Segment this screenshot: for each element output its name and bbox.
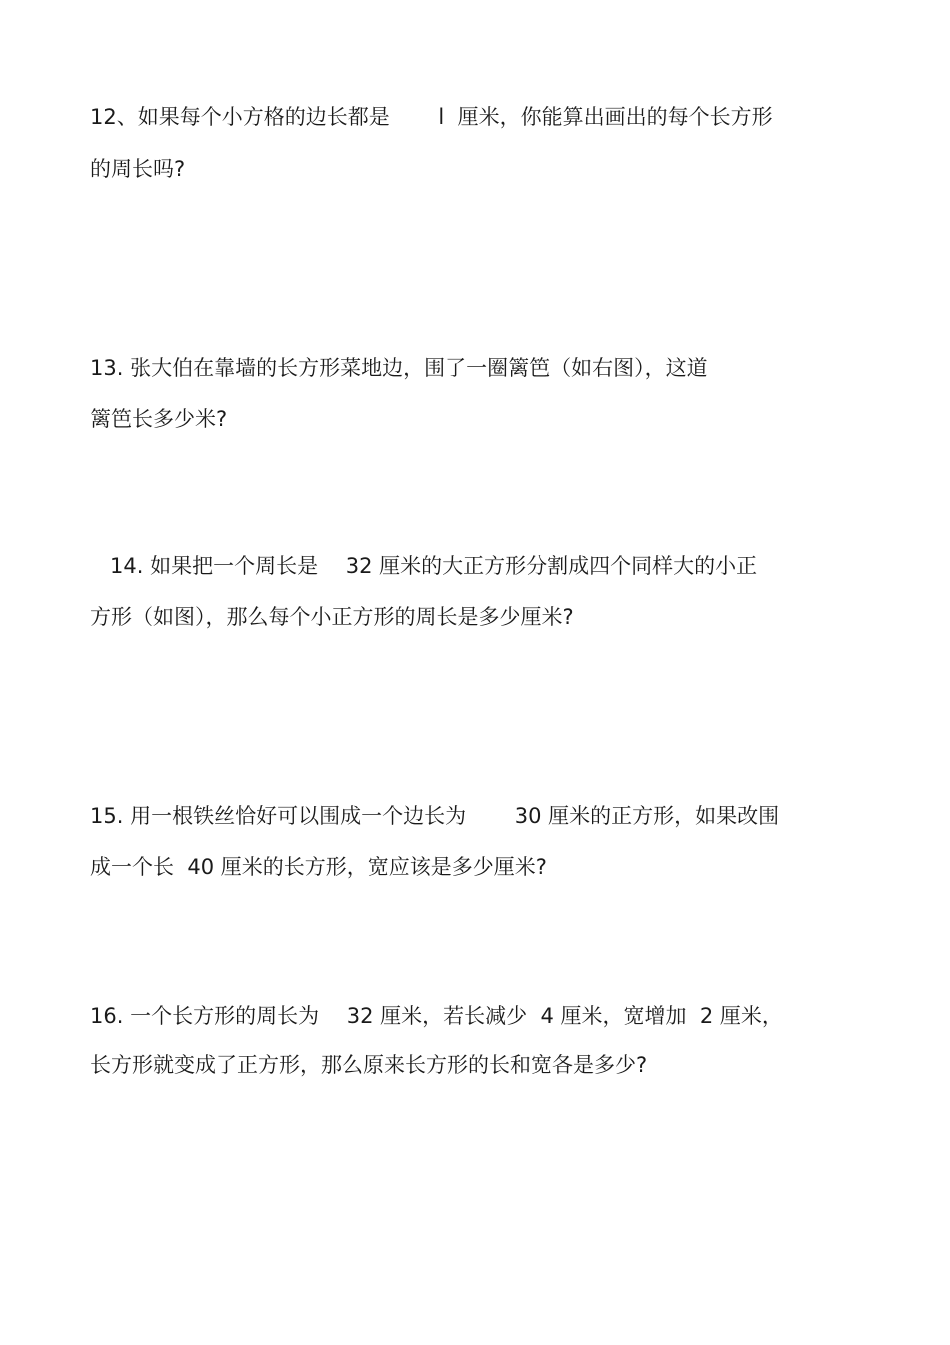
question-14-line-1: 14. 如果把一个周长是 32 厘米的大正方形分割成四个同样大的小正 (90, 554, 758, 578)
question-15-line-2: 成一个长 40 厘米的长方形，宽应该是多少厘米? (90, 855, 547, 879)
question-12-line-1: 12、如果每个小方格的边长都是 l 厘米，你能算出画出的每个长方形 (90, 105, 773, 129)
question-16-line-2: 长方形就变成了正方形，那么原来长方形的长和宽各是多少? (90, 1053, 648, 1077)
question-12-line-2: 的周长吗? (90, 157, 186, 181)
question-13-line-2: 篱笆长多少米? (90, 407, 228, 431)
question-13-line-1: 13. 张大伯在靠墙的长方形菜地边，围了一圈篱笆（如右图），这道 (90, 356, 708, 380)
question-16-line-1: 16. 一个长方形的周长为 32 厘米，若长减少 4 厘米，宽增加 2 厘米， (90, 1004, 783, 1028)
question-15-line-1: 15. 用一根铁丝恰好可以围成一个边长为 30 厘米的正方形，如果改围 (90, 804, 780, 828)
question-14-line-2: 方形（如图），那么每个小正方形的周长是多少厘米? (90, 605, 574, 629)
